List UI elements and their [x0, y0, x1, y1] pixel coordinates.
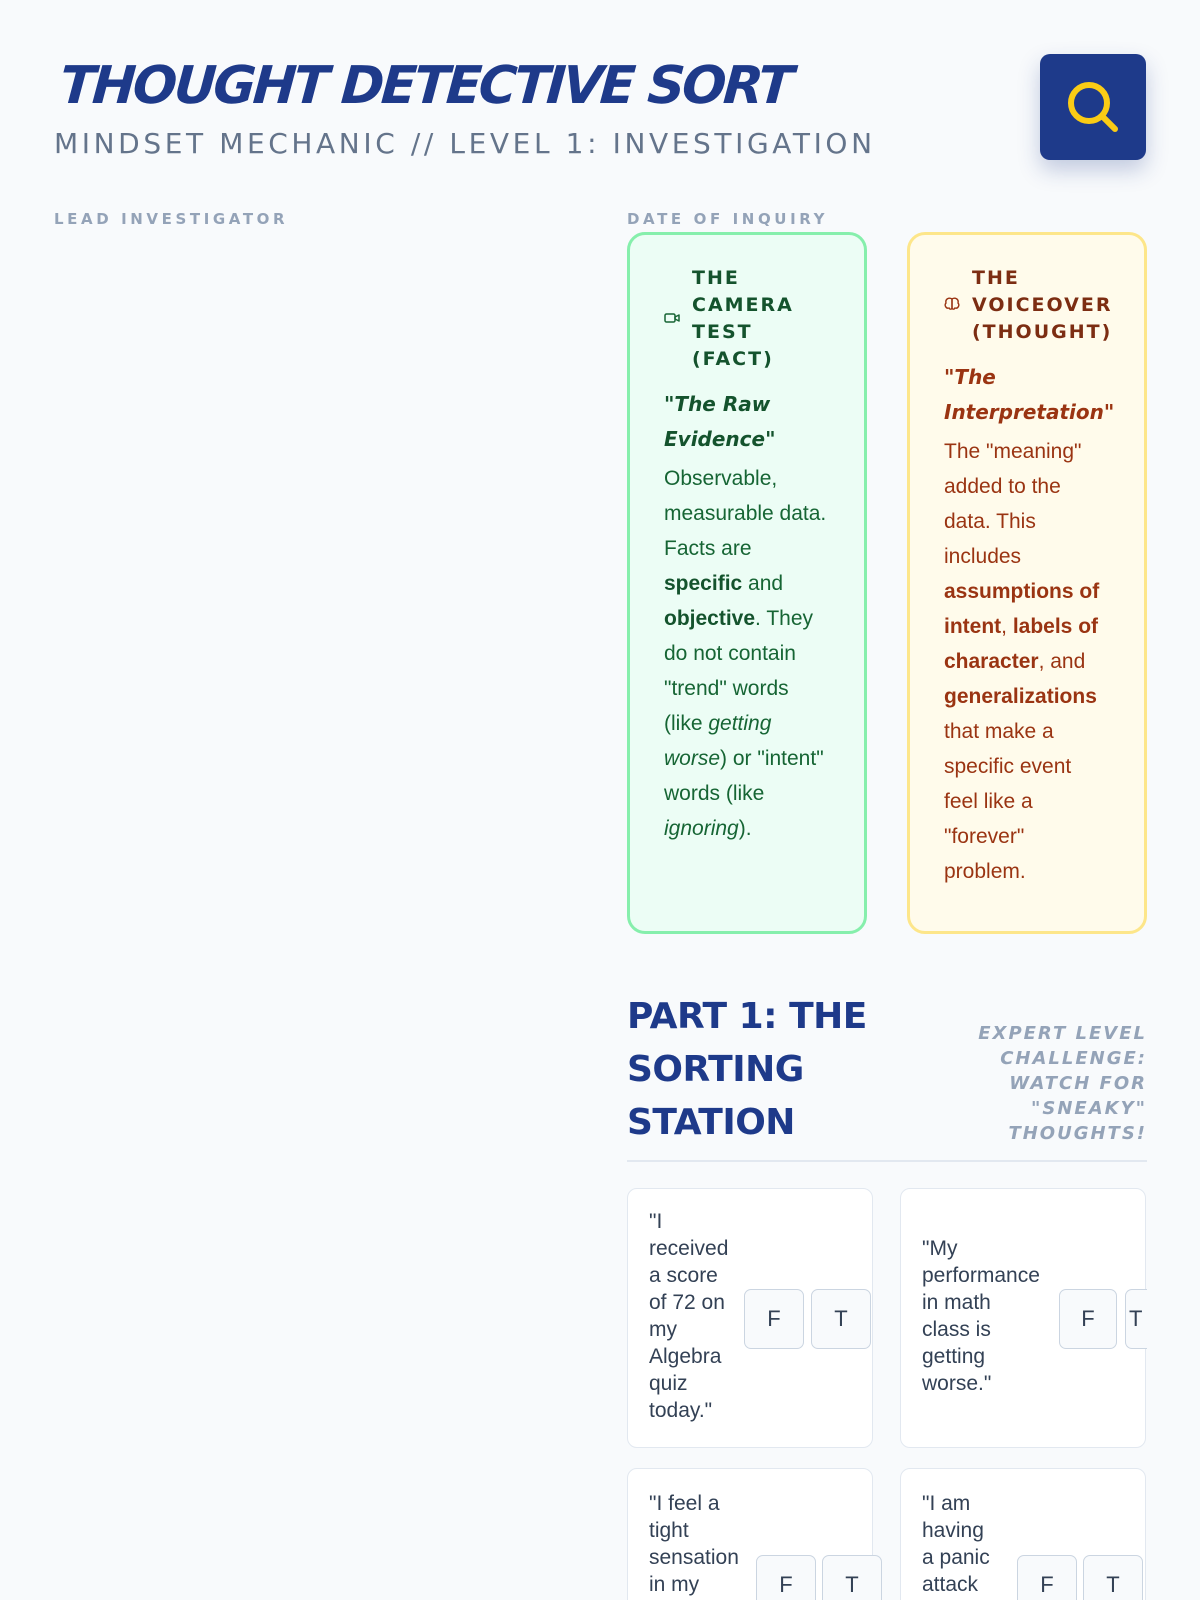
thought-card-header — [944, 265, 1113, 346]
fact-button[interactable]: F — [744, 1289, 804, 1349]
search-button[interactable] — [1040, 54, 1146, 160]
statement-text: "My performance in math class is getting worse." — [922, 1237, 1040, 1395]
statement-card — [900, 1468, 1146, 1600]
statement-text: "I feel a tight sensation in my — [649, 1492, 739, 1596]
thought-card-body: The "meaning" added to the data. This includes assumptions of intent, labels of character, and generalizations that make a specific event feel like a "forever" problem. — [944, 440, 1100, 883]
lead-investigator-label: LEAD INVESTIGATOR — [54, 210, 289, 228]
fact-button[interactable]: F — [1059, 1289, 1117, 1349]
fact-button[interactable]: F — [1017, 1555, 1077, 1600]
fact-card-quote: "The Raw Evidence" — [664, 392, 776, 451]
thought-button[interactable]: T — [822, 1555, 882, 1600]
thought-rule-card — [907, 232, 1147, 934]
fact-card-header — [664, 265, 830, 373]
date-of-inquiry-label: DATE OF INQUIRY — [627, 210, 829, 228]
thought-button[interactable]: T — [1125, 1289, 1147, 1349]
thought-button[interactable]: T — [811, 1289, 871, 1349]
expert-challenge-note: EXPERT LEVEL CHALLENGE: WATCH FOR "SNEAKY" THOUGHTS! — [978, 1023, 1147, 1144]
camera-icon — [664, 312, 680, 327]
search-icon — [1063, 77, 1123, 137]
statement-card — [627, 1468, 873, 1600]
section-divider — [627, 1160, 1147, 1162]
brain-icon — [944, 297, 960, 314]
part1-heading: PART 1: THE SORTING STATION — [627, 996, 867, 1143]
statement-text: "I am having a panic attack — [922, 1492, 990, 1596]
thought-card-label: THE VOICEOVER (THOUGHT) — [972, 267, 1113, 343]
fact-card-label: THE CAMERA TEST (FACT) — [692, 267, 794, 370]
statement-card — [900, 1188, 1146, 1448]
fact-button[interactable]: F — [756, 1555, 816, 1600]
page-subtitle: MINDSET MECHANIC // LEVEL 1: INVESTIGATION — [54, 127, 876, 160]
fact-rule-card — [627, 232, 867, 934]
page-title: THOUGHT DETECTIVE SORT — [57, 56, 793, 116]
thought-card-quote: "The Interpretation" — [944, 365, 1115, 424]
thought-button[interactable]: T — [1083, 1555, 1143, 1600]
fact-card-body: Observable, measurable data. Facts are specific and objective. They do not contain "trend" words (like getting worse) or "intent" words (like ignoring). — [664, 467, 827, 840]
statement-card — [627, 1188, 873, 1448]
statement-text: "I received a score of 72 on my Algebra quiz today." — [649, 1210, 729, 1422]
